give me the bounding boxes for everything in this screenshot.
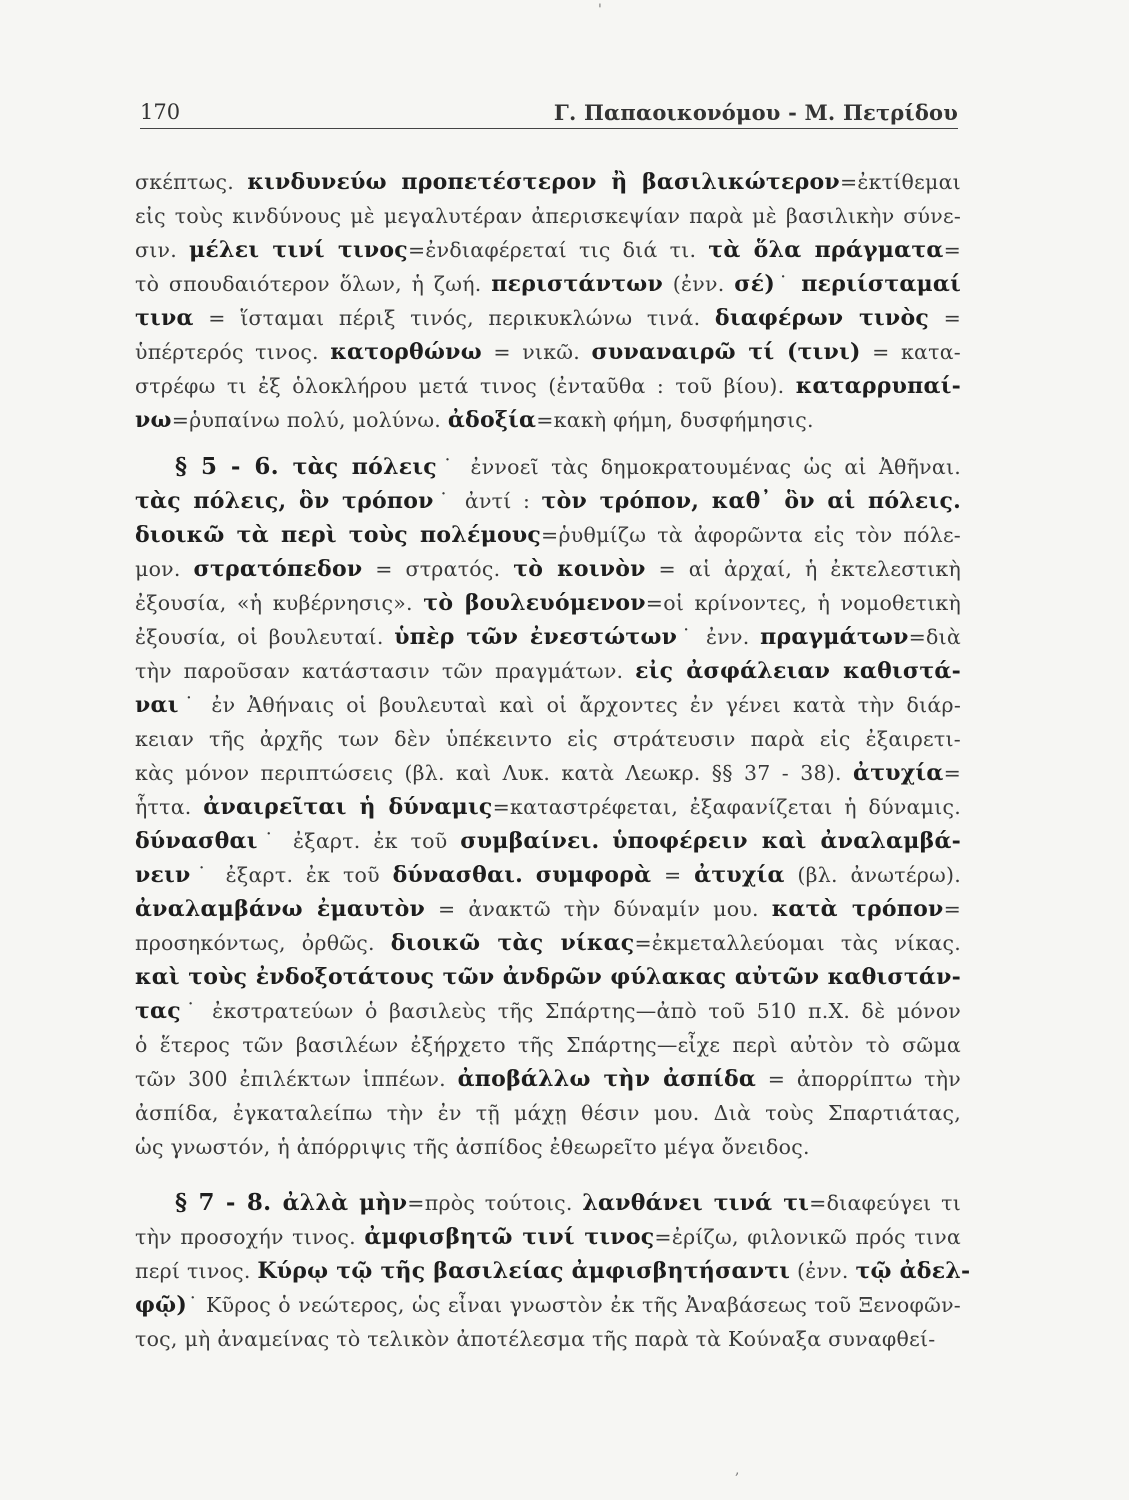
gloss-text: κὰς μόνον περιπτώσεις (βλ. καὶ Λυκ. κατὰ Λεωκρ. §§ 37 - 38). <box>135 761 854 785</box>
lemma-term: τὸ βουλευόμενον <box>423 590 646 616</box>
lemma-term: τας <box>135 998 181 1024</box>
lemma-term: στρατόπεδον <box>193 556 363 582</box>
gloss-text: ἧττα. <box>135 795 204 819</box>
gloss-text: τὴν παροῦσαν κατάστασιν τῶν πραγμάτων. <box>135 659 636 683</box>
section-number: § 5 - 6. <box>175 453 293 480</box>
gloss-text: = ἀπορρίπτω τὴν <box>756 1067 961 1091</box>
gloss-text: ˙ ἐννοεῖ τὰς δημοκρατουμένας ὡς αἱ Ἀθῆναι. <box>436 455 962 479</box>
gloss-text: ˙ ἐξαρτ. ἐκ τοῦ <box>257 829 461 853</box>
text-line <box>135 484 961 518</box>
gloss-text: = αἱ ἀρχαί, ἡ ἐκτελεστικὴ <box>645 557 961 581</box>
lemma-term: ἀναλαμβάνω ἐμαυτὸν <box>135 896 426 922</box>
gloss-text: τὴν προσοχήν τινος. <box>135 1225 365 1249</box>
gloss-text: = <box>943 761 961 785</box>
gloss-text: τος, μὴ ἀναμείνας τὸ τελικὸν ἀποτέλεσμα τῆς παρὰ τὰ Κούναξα συναφθεί- <box>135 1327 936 1351</box>
lemma-term: ἀναιρεῖται ἡ δύναμις <box>203 794 493 820</box>
text-line <box>135 335 961 369</box>
lemma-term: κινδυνεύω προπετέστερον ἢ βασιλικώτερον <box>247 169 840 195</box>
text-line <box>135 552 961 586</box>
gloss-text: =ἐκμεταλλεύομαι τὰς νίκας. <box>634 931 961 955</box>
lemma-term: διοικῶ τὰ περὶ τοὺς πολέμους <box>135 522 542 548</box>
paragraph-section-5-6 <box>135 450 961 1164</box>
lemma-term: τὰ ὅλα πράγματα <box>708 237 944 263</box>
lemma-term: ἀτυχία <box>853 760 944 786</box>
text-line <box>135 824 961 858</box>
lemma-term: δύνασθαι <box>135 828 258 854</box>
text-line <box>135 1220 961 1254</box>
gloss-text: σιν. <box>135 238 190 262</box>
running-header <box>140 98 958 129</box>
gloss-text: ὁ ἕτερος τῶν βασιλέων ἐξήρχετο τῆς Σπάρτης—εἶχε περὶ αὐτὸν τὸ σῶμα <box>135 1033 961 1057</box>
text-line <box>135 1062 961 1096</box>
lemma-term: σέ) <box>734 271 775 297</box>
gloss-text: =κακὴ φήμη, δυσφήμησις. <box>536 408 814 432</box>
gloss-text: ˙ <box>775 272 802 296</box>
text-line <box>135 518 961 552</box>
lemma-term: τὰς πόλεις <box>292 454 437 480</box>
lemma-term: καὶ τοὺς ἐνδοξοτάτους τῶν ἀνδρῶν φύλακας αὐτῶν καθιστάν- <box>135 964 961 990</box>
gloss-text: = νικῶ. <box>481 340 592 364</box>
gloss-text: ˙ ἐν Ἀθήναις οἱ βουλευταὶ καὶ οἱ ἄρχοντες ἐν γένει κατὰ τὴν διάρ- <box>178 693 961 717</box>
lemma-term: φῷ) <box>135 1292 188 1318</box>
lemma-term: ἀμφισβητῶ τινί τινος <box>364 1224 655 1250</box>
lemma-term: περιστάντων <box>491 271 664 297</box>
text-line <box>135 1322 961 1356</box>
gloss-text: =διὰ <box>908 625 961 649</box>
text-line <box>135 267 961 301</box>
text-line <box>135 1096 961 1130</box>
lemma-term: ἀλλὰ μὴν <box>282 1190 408 1216</box>
gloss-text: =ἐρίζω, φιλονικῶ πρός τινα <box>654 1225 962 1249</box>
gloss-text: προσηκόντως, ὀρθῶς. <box>135 931 391 955</box>
gloss-text: ˙ Κῦρος ὁ νεώτερος, ὡς εἶναι γνωστὸν ἐκ τῆς Ἀναβάσεως τοῦ Ξενοφῶν- <box>187 1293 961 1317</box>
lemma-term: ὑποφέρειν καὶ ἀναλαμβά- <box>612 828 961 854</box>
scan-speck: , <box>735 1462 740 1478</box>
gloss-text: (ἐνν. <box>663 272 735 296</box>
gloss-text: =καταστρέφεται, ἐξαφανίζεται ἡ δύναμις. <box>492 795 962 819</box>
text-line <box>135 654 961 688</box>
lemma-term: συναναιρῶ τί (τινι) <box>591 339 861 365</box>
lemma-term: ἀδοξία <box>447 407 537 433</box>
gloss-text: =ἐκτίθεμαι <box>839 170 961 194</box>
lemma-term: πραγμάτων <box>760 624 909 650</box>
gloss-text: ἐξουσία, οἱ βουλευταί. <box>135 625 395 649</box>
gloss-text: (βλ. ἀνωτέρω). <box>784 863 961 887</box>
lemma-term: ἀποβάλλω τὴν ἀσπίδα <box>457 1066 757 1092</box>
text-line <box>135 620 961 654</box>
gloss-text: ˙ ἐκστρατεύων ὁ βασιλεὺς τῆς Σπάρτης—ἀπὸ τοῦ 510 π.Χ. δὲ μόνον <box>180 999 961 1023</box>
text-line <box>135 586 961 620</box>
gloss-text: ˙ ἐξαρτ. ἐκ τοῦ <box>190 863 393 887</box>
text-line <box>135 790 961 824</box>
gloss-text: =πρὸς τούτοις. <box>407 1191 583 1215</box>
lemma-term: ναι <box>135 692 179 718</box>
text-line <box>135 1254 971 1288</box>
lemma-term: νειν <box>135 862 191 888</box>
text-line <box>135 403 961 437</box>
scan-speck: ' <box>598 2 602 18</box>
text-line <box>135 960 961 994</box>
gloss-text: τὸ σπουδαιότερον ὅλων, ἡ ζωή. <box>135 272 492 296</box>
text-line <box>135 1288 961 1322</box>
text-line <box>135 1130 961 1164</box>
text-line <box>135 1028 961 1062</box>
lemma-term: διοικῶ τὰς νίκας <box>390 930 635 956</box>
lemma-term: τὸ κοινὸν <box>513 556 646 582</box>
lemma-term: κατορθώνω <box>330 339 482 365</box>
page-number: 170 <box>140 100 181 124</box>
lemma-term: περιίσταμαί <box>801 271 961 297</box>
paragraph-1 <box>135 165 961 437</box>
gloss-text: περί τινος. <box>135 1259 258 1283</box>
gloss-text: = <box>929 306 961 330</box>
gloss-text: ἀσπίδα, ἐγκαταλείπω τὴν ἐν τῇ μάχῃ θέσιν μου. Διὰ τοὺς Σπαρτιάτας, <box>135 1101 961 1125</box>
section-number: § 7 - 8. <box>175 1189 283 1216</box>
gloss-text: =ῥυπαίνω πολύ, μολύνω. <box>171 408 448 432</box>
gloss-text: = κατα- <box>860 340 961 364</box>
gloss-text: = ἀνακτῶ τὴν δύναμίν μου. <box>425 897 772 921</box>
gloss-text <box>523 863 536 887</box>
paragraph-section-7-8 <box>135 1186 971 1356</box>
text-line <box>135 858 961 892</box>
gloss-text: ὑπέρτερός τινος. <box>135 340 331 364</box>
gloss-text: τῶν 300 ἐπιλέκτων ἱππέων. <box>135 1067 458 1091</box>
gloss-text: = στρατός. <box>362 557 514 581</box>
gloss-text: =ἐνδιαφέρεταί τις διά τι. <box>407 238 709 262</box>
gloss-text: =ῥυθμίζω τὰ ἀφορῶντα εἰς τὸν πόλε- <box>541 523 961 547</box>
lemma-term: τὰς πόλεις, ὃν τρόπον <box>135 488 434 514</box>
gloss-text: = ἵσταμαι πέριξ τινός, περικυκλώνω τινά. <box>193 306 715 330</box>
gloss-text: (ἐνν. <box>790 1259 856 1283</box>
text-line <box>135 756 961 790</box>
text-line <box>135 926 961 960</box>
lemma-term: συμφορὰ <box>535 862 652 888</box>
gloss-text: = <box>943 897 961 921</box>
gloss-text: ˙ ἀντί : <box>433 489 542 513</box>
text-line <box>135 369 961 403</box>
text-line <box>135 688 961 722</box>
gloss-text: = <box>943 238 962 262</box>
gloss-text: =οἱ κρίνοντες, ἡ νομοθετικὴ <box>645 591 961 615</box>
text-line <box>135 450 961 484</box>
lemma-term: τῷ ἀδελ- <box>855 1258 971 1284</box>
lemma-term: δύνασθαι. <box>392 862 524 888</box>
text-line <box>135 199 961 233</box>
lemma-term: τινα <box>135 305 194 331</box>
gloss-text: εἰς τοὺς κινδύνους μὲ μεγαλυτέραν ἀπερισκεψίαν παρὰ μὲ βασιλικὴν σύνε- <box>135 204 961 228</box>
gloss-text: σκέπτως. <box>135 170 248 194</box>
lemma-term: διαφέρων τινὸς <box>714 305 930 331</box>
gloss-text: = <box>651 863 695 887</box>
lemma-term: εἰς ἀσφάλειαν καθιστά- <box>635 658 961 684</box>
text-line <box>135 165 961 199</box>
lemma-term: καταρρυπαί- <box>795 373 961 399</box>
gloss-text: =διαφεύγει τι <box>809 1191 961 1215</box>
lemma-term: ἀτυχία <box>694 862 785 888</box>
text-line <box>135 233 961 267</box>
gloss-text: μον. <box>135 557 194 581</box>
gloss-text: ἐξουσία, «ἡ κυβέρνησις». <box>135 591 424 615</box>
gloss-text: ˙ ἐνν. <box>677 625 761 649</box>
text-line <box>135 994 961 1028</box>
text-line <box>135 892 961 926</box>
lemma-term: τὸν τρόπον, καθ᾽ ὃν αἱ πόλεις. <box>541 488 962 514</box>
lemma-term: ὑπὲρ τῶν ἐνεστώτων <box>394 624 678 650</box>
lemma-term: Κύρῳ τῷ τῆς βασιλείας ἀμφισβητήσαντι <box>257 1258 791 1284</box>
lemma-term: μέλει τινί τινος <box>189 237 408 263</box>
gloss-text: ὡς γνωστόν, ἡ ἀπόρριψις τῆς ἀσπίδος ἐθεωρεῖτο μέγα ὄνειδος. <box>135 1135 810 1159</box>
lemma-term: νω <box>135 407 172 433</box>
text-line <box>135 301 961 335</box>
text-line <box>135 722 961 756</box>
lemma-term: λανθάνει τινά τι <box>582 1190 810 1216</box>
gloss-text: στρέφω τι ἐξ ὁλοκλήρου μετά τινος (ἐνταῦθα : τοῦ βίου). <box>135 374 796 398</box>
running-head-authors: Γ. Παπαοικονόμου - Μ. Πετρίδου <box>553 100 958 125</box>
text-line <box>135 1186 961 1220</box>
lemma-term: κατὰ τρόπον <box>771 896 944 922</box>
gloss-text: κειαν τῆς ἀρχῆς των δὲν ὑπέκειντο εἰς στράτευσιν παρὰ εἰς ἐξαιρετι- <box>135 727 961 751</box>
gloss-text <box>599 829 612 853</box>
lemma-term: συμβαίνει. <box>460 828 600 854</box>
